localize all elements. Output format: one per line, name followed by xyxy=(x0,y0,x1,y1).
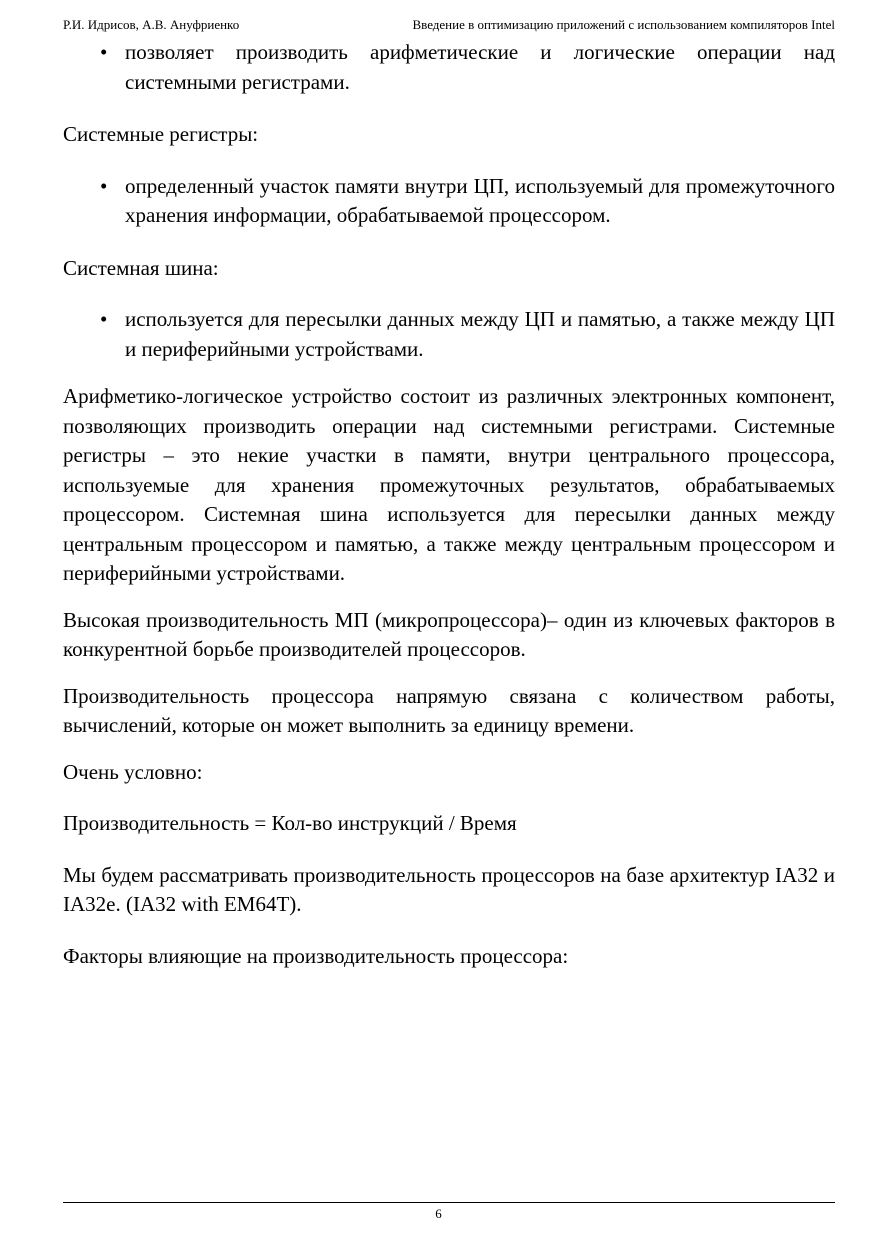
bullet-icon: • xyxy=(100,307,108,331)
header-title: Введение в оптимизацию приложений с использованием компиляторов Intel xyxy=(412,17,835,32)
list-item xyxy=(100,38,835,97)
paragraph-conditional: Очень условно: xyxy=(63,759,203,784)
page-header xyxy=(63,16,835,34)
bullet-list xyxy=(63,172,835,231)
section-heading-system-bus: Системная шина: xyxy=(63,255,219,280)
bullet-icon: • xyxy=(100,40,108,64)
bullet-list xyxy=(63,38,835,97)
paragraph-alu: Арифметико-логическое устройство состоит из различных электронных компонент, позволяющих производить операции над системными регистрами. Системные регистры – это некие участки в памяти, внутри центрального процессора, используемые для хранения промежуточных результатов, обрабатываемых процессором. Системная шина используется для пересылки данных между центральным процессором и памятью, а также между центральным процессором и периферийными устройствами. xyxy=(63,384,835,585)
section-heading-system-registers: Системные регистры: xyxy=(63,122,259,146)
paragraph-factors: Факторы влияющие на производительность процессора: xyxy=(63,943,569,968)
paragraph-performance: Высокая производительность МП (микропроцессора)– один из ключевых факторов в конкурентной борьбе производителей процессоров. xyxy=(63,607,835,661)
paragraph-formula: Производительность = Кол-во инструкций / Время xyxy=(63,811,517,835)
list-item xyxy=(100,172,835,231)
page-number: 6 xyxy=(435,1206,442,1221)
footer-divider xyxy=(63,1202,835,1203)
list-item xyxy=(100,305,835,364)
paragraph-processor-performance: Производительность процессора напрямую связана с количеством работы, вычислений, которые он может выполнить за единицу времени. xyxy=(63,683,835,737)
bullet-icon: • xyxy=(100,173,108,198)
header-authors: Р.И. Идрисов, А.В. Ануфриенко xyxy=(63,17,240,32)
list-item-text: определенный участок памяти внутри ЦП, используемый для промежуточного хранения информации, обрабатываемой процессором. xyxy=(125,173,835,227)
list-item-text: используется для пересылки данных между ЦП и памятью, а также между ЦП и периферийными устройствами. xyxy=(125,307,835,361)
list-item-text: позволяет производить арифметические и логические операции над системными регистрами. xyxy=(125,40,835,94)
bullet-list xyxy=(63,305,835,364)
page-content xyxy=(63,38,835,988)
paragraph-architecture: Мы будем рассматривать производительность процессоров на базе архитектур IA32 и IA32e. (IA32 with EM64T). xyxy=(63,862,835,916)
